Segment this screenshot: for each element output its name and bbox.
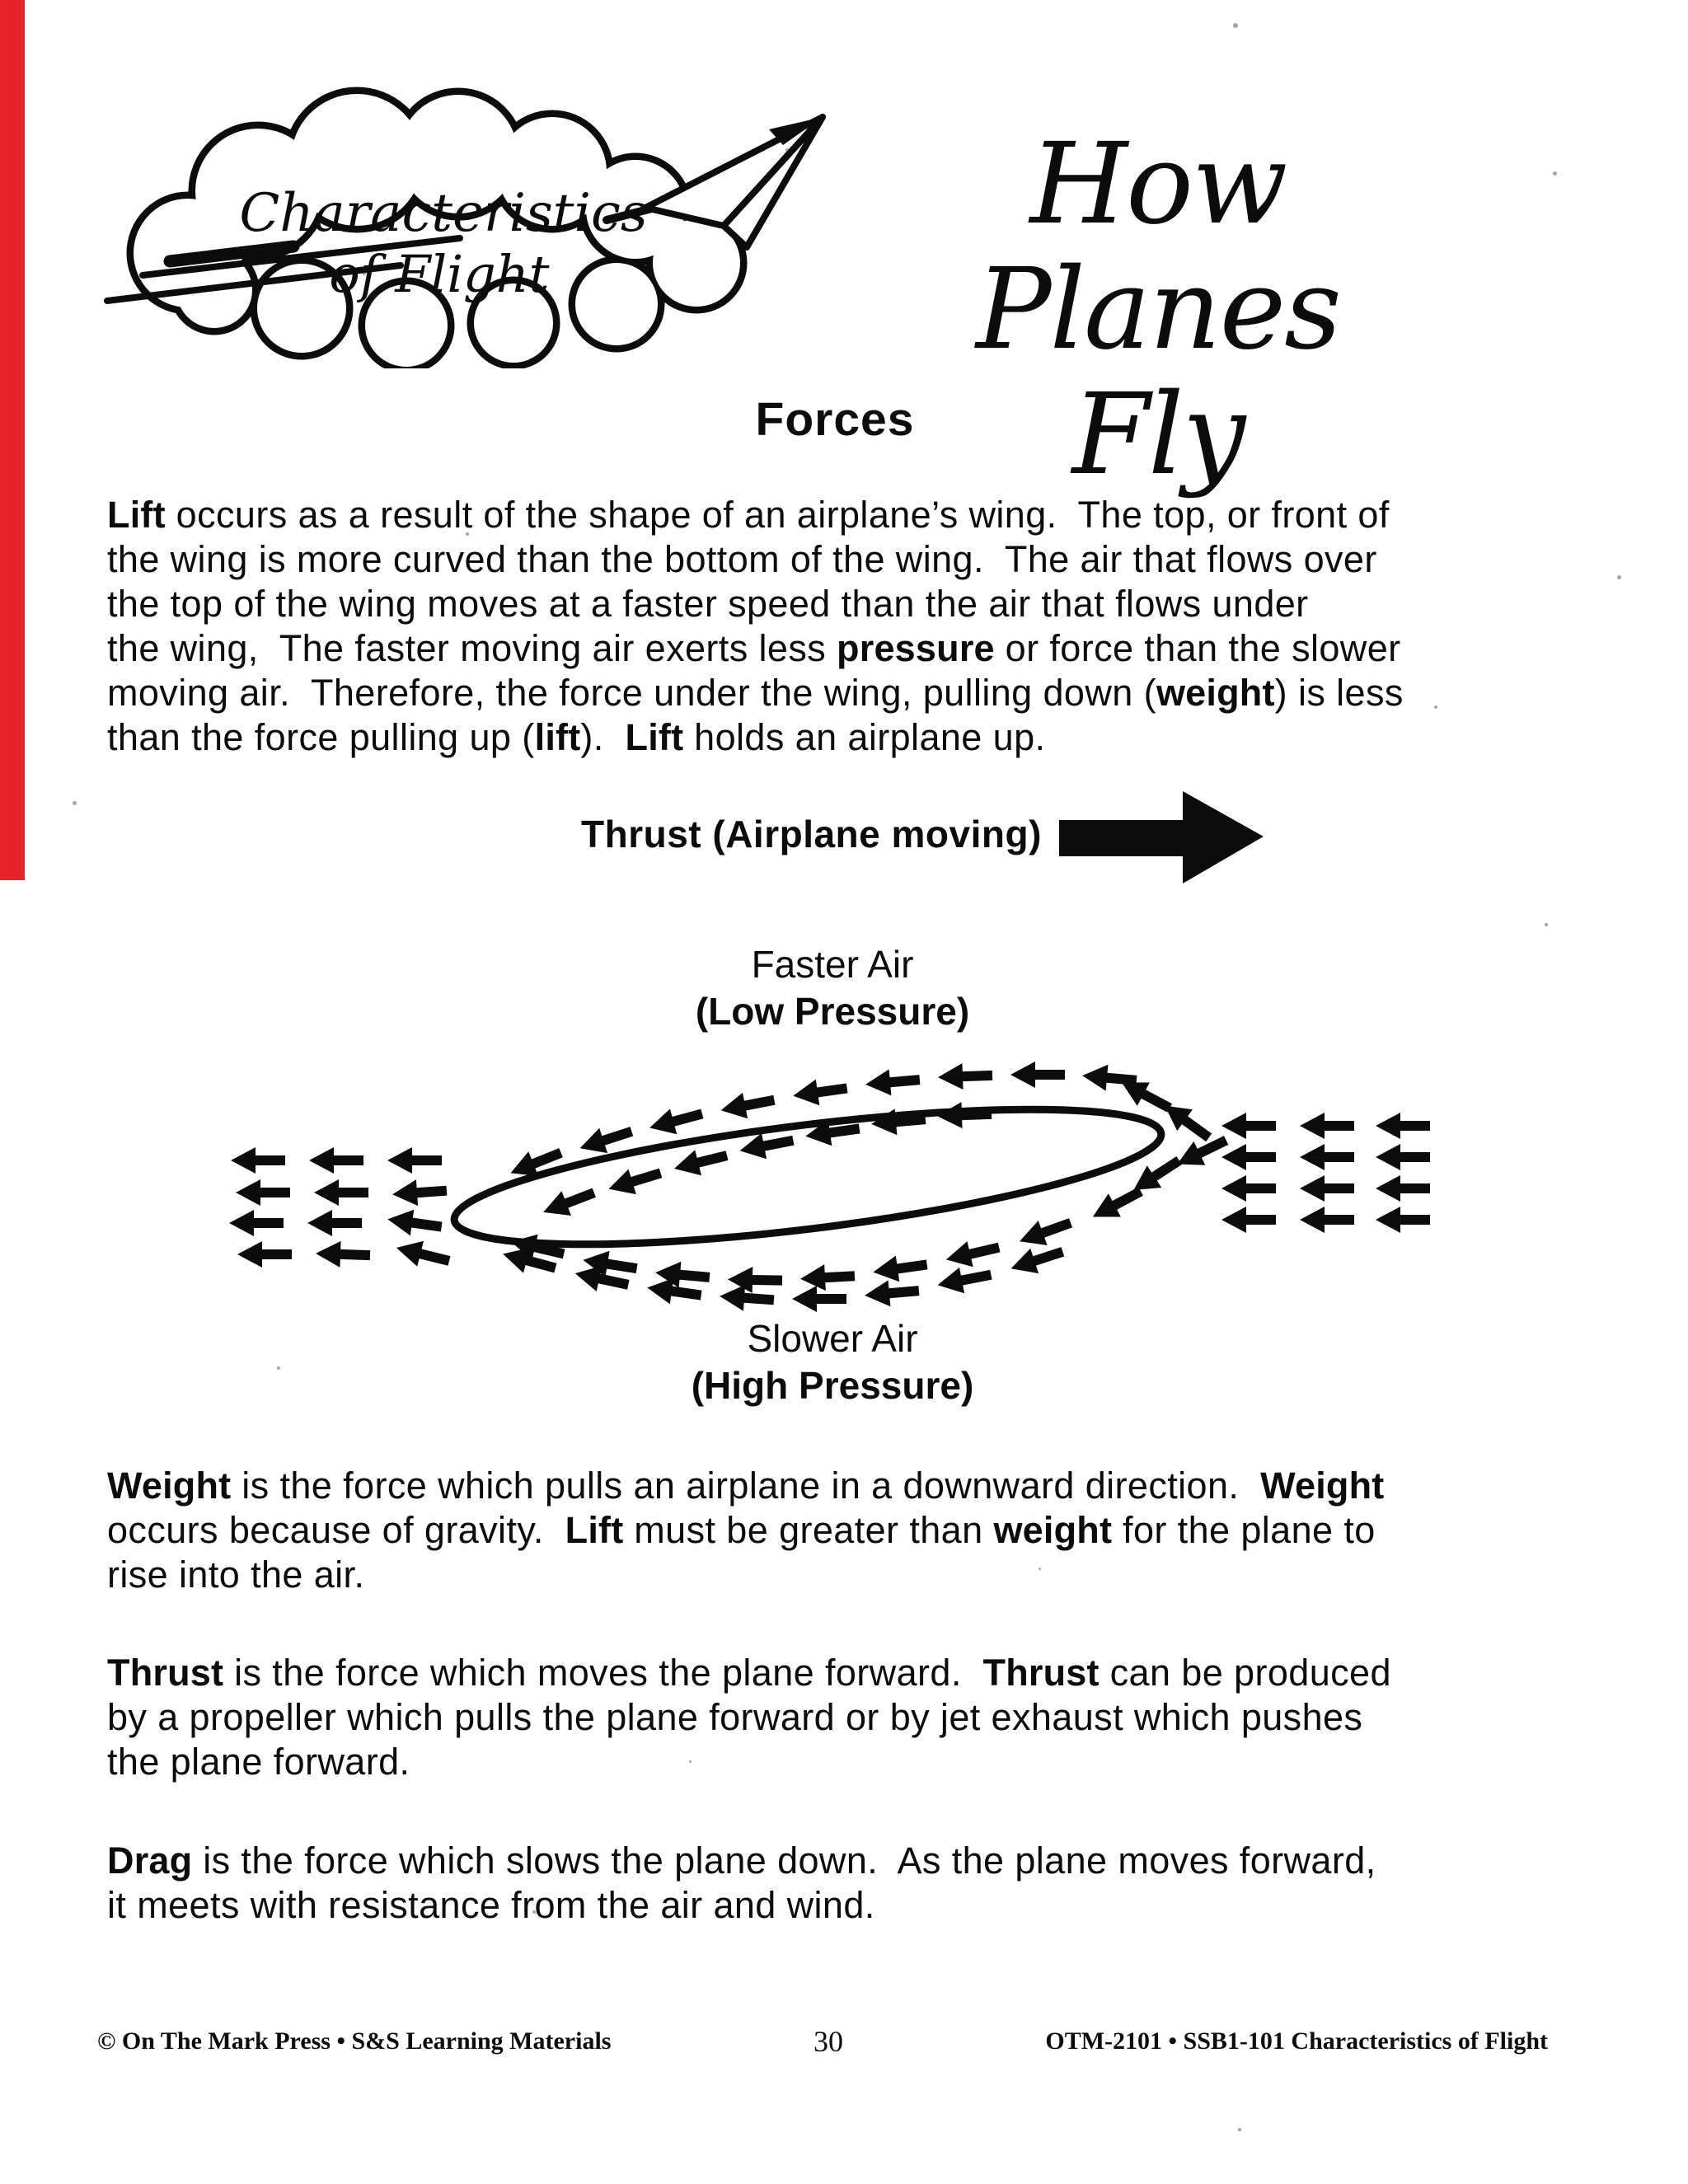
airflow-arrow-icon: [386, 1207, 443, 1240]
keyword-bold: Lift: [107, 494, 166, 536]
keyword-bold: Thrust: [982, 1652, 1100, 1694]
airflow-arrow-icon: [315, 1240, 370, 1268]
paragraph-lift: [107, 493, 1404, 760]
airflow-arrow-icon: [1007, 1240, 1067, 1282]
footer-publisher: © On The Mark Press • S&S Learning Materials: [97, 2027, 612, 2055]
keyword-bold: weight: [1156, 672, 1275, 714]
paragraph-thrust: [107, 1651, 1391, 1784]
paragraph-drag: [107, 1839, 1376, 1928]
page-title-line1: How Planes: [976, 120, 1340, 375]
body-text: ) is less: [1274, 672, 1404, 714]
body-text: is the force which slows the plane down. As the plane moves forward,: [192, 1840, 1376, 1882]
body-text: the wing is more curved than the bottom of the wing. The air that flows over: [107, 538, 1377, 580]
airflow-arrow-icon: [1221, 1175, 1276, 1202]
airflow-arrow-icon: [1376, 1144, 1430, 1170]
keyword-bold: Thrust: [107, 1652, 224, 1694]
airflow-arrow-icon: [799, 1263, 856, 1291]
body-text: occurs because of gravity.: [107, 1509, 565, 1551]
keyword-bold: pressure: [837, 627, 995, 669]
airflow-arrow-icon: [1300, 1207, 1354, 1233]
section-heading: Forces: [755, 393, 915, 446]
body-text: ).: [580, 716, 626, 758]
scan-speck: [689, 1760, 692, 1763]
airflow-arrow-icon: [1300, 1144, 1354, 1170]
scan-speck: [1238, 2128, 1241, 2131]
slower-air-label: Slower Air: [747, 1317, 918, 1360]
airflow-arrow-icon: [935, 1262, 994, 1298]
airflow-arrow-icon: [393, 1235, 452, 1273]
airflow-arrow-icon: [236, 1179, 290, 1206]
body-text: the top of the wing moves at a faster speed than the air that flows under: [107, 583, 1309, 625]
footer-page-number: 30: [814, 2025, 843, 2058]
airflow-arrow-icon: [392, 1178, 448, 1208]
footer-product-code: OTM-2101 • SSB1-101 Characteristics of Flight: [1045, 2027, 1548, 2055]
airfoil-airflow-diagram: [124, 1041, 1434, 1333]
scan-speck: [73, 801, 77, 805]
airflow-arrow-icon: [1376, 1207, 1430, 1233]
wing-airfoil-shape: [448, 1082, 1168, 1272]
airflow-arrow-icon: [231, 1147, 285, 1174]
low-pressure-label: (Low Pressure): [695, 990, 970, 1033]
faster-air-label: Faster Air: [751, 943, 914, 986]
airflow-arrow-icon: [605, 1160, 664, 1202]
keyword-bold: Drag: [107, 1840, 193, 1882]
keyword-bold: lift: [534, 716, 581, 758]
scan-speck: [363, 272, 366, 275]
airflow-arrow-icon: [871, 1252, 929, 1286]
airflow-arrow-icon: [792, 1286, 846, 1312]
airflow-arrow-icon: [309, 1147, 363, 1174]
thrust-right-arrow-icon: [1059, 783, 1265, 890]
airflow-arrows: [229, 1062, 1430, 1313]
airflow-arrow-icon: [865, 1066, 921, 1098]
body-text: the wing, The faster moving air exerts less: [107, 627, 837, 669]
keyword-bold: Weight: [1260, 1465, 1385, 1507]
scan-speck: [1553, 171, 1557, 176]
slower-air-labels: [0, 1315, 1665, 1409]
body-text: than the force pulling up (: [107, 716, 535, 758]
scan-speck: [785, 148, 789, 152]
body-text: is the force which moves the plane forward.: [223, 1652, 983, 1694]
airflow-arrow-icon: [1221, 1207, 1276, 1233]
logo-text-line2: of Flight: [329, 244, 550, 304]
scan-speck: [1617, 575, 1621, 579]
airflow-arrow-icon: [1221, 1113, 1276, 1139]
scan-speck: [466, 532, 469, 536]
body-text: the plane forward.: [107, 1741, 410, 1783]
body-text: rise into the air.: [107, 1554, 365, 1596]
scan-speck: [277, 1366, 280, 1370]
airflow-arrow-icon: [719, 1087, 777, 1123]
airflow-arrow-icon: [1010, 1062, 1065, 1088]
airflow-arrow-icon: [387, 1147, 442, 1174]
airflow-arrow-icon: [671, 1142, 730, 1181]
paragraph-weight: [107, 1464, 1384, 1597]
airflow-arrow-icon: [937, 1062, 992, 1090]
keyword-bold: weight: [993, 1509, 1113, 1551]
airflow-arrow-icon: [1300, 1175, 1354, 1202]
page-title-line2: Fly: [1071, 370, 1245, 500]
keyword-bold: Lift: [565, 1509, 624, 1551]
airflow-arrow-icon: [1376, 1113, 1430, 1139]
airflow-arrow-icon: [1300, 1113, 1354, 1139]
body-text: must be greater than: [623, 1509, 994, 1551]
body-text: it meets with resistance from the air and wind.: [107, 1884, 875, 1926]
airflow-arrow-icon: [1376, 1175, 1430, 1202]
airflow-arrow-icon: [229, 1210, 284, 1236]
body-text: moving air. Therefore, the force under the wing, pulling down (: [107, 672, 1156, 714]
body-text: can be produced: [1099, 1652, 1391, 1694]
airflow-arrow-icon: [646, 1101, 706, 1141]
keyword-bold: Weight: [107, 1465, 232, 1507]
scan-speck: [1434, 705, 1437, 709]
body-text: occurs as a result of the shape of an airplane’s wing. The top, or front of: [165, 494, 1390, 536]
body-text: for the plane to: [1112, 1509, 1376, 1551]
airflow-arrow-icon: [314, 1179, 368, 1206]
airflow-arrow-icon: [791, 1076, 849, 1109]
thrust-label: Thrust (Airplane moving): [581, 813, 1042, 855]
airflow-arrow-icon: [307, 1210, 362, 1236]
faster-air-labels: [0, 941, 1665, 1035]
airflow-arrow-icon: [237, 1241, 292, 1268]
body-text: by a propeller which pulls the plane forward or by jet exhaust which pushes: [107, 1696, 1363, 1738]
keyword-bold: Lift: [625, 716, 684, 758]
characteristics-of-flight-logo: [73, 84, 843, 368]
page-footer: [0, 2024, 1688, 2064]
high-pressure-label: (High Pressure): [691, 1364, 974, 1407]
airflow-arrow-icon: [538, 1180, 598, 1225]
scan-speck: [1039, 1568, 1041, 1570]
airflow-arrow-icon: [1015, 1211, 1076, 1254]
airflow-arrow-icon: [936, 1101, 992, 1129]
logo-text-line1: Characteristics: [239, 183, 648, 244]
airflow-arrow-icon: [943, 1235, 1002, 1272]
scan-speck: [532, 1910, 536, 1914]
airflow-arrow-icon: [1221, 1144, 1276, 1170]
body-text: or force than the slower: [994, 627, 1401, 669]
body-text: holds an airplane up.: [683, 716, 1046, 758]
airflow-arrow-icon: [864, 1277, 921, 1309]
scan-speck: [1545, 923, 1548, 926]
body-text: is the force which pulls an airplane in a downward direction.: [231, 1465, 1261, 1507]
scan-speck: [1233, 23, 1238, 28]
